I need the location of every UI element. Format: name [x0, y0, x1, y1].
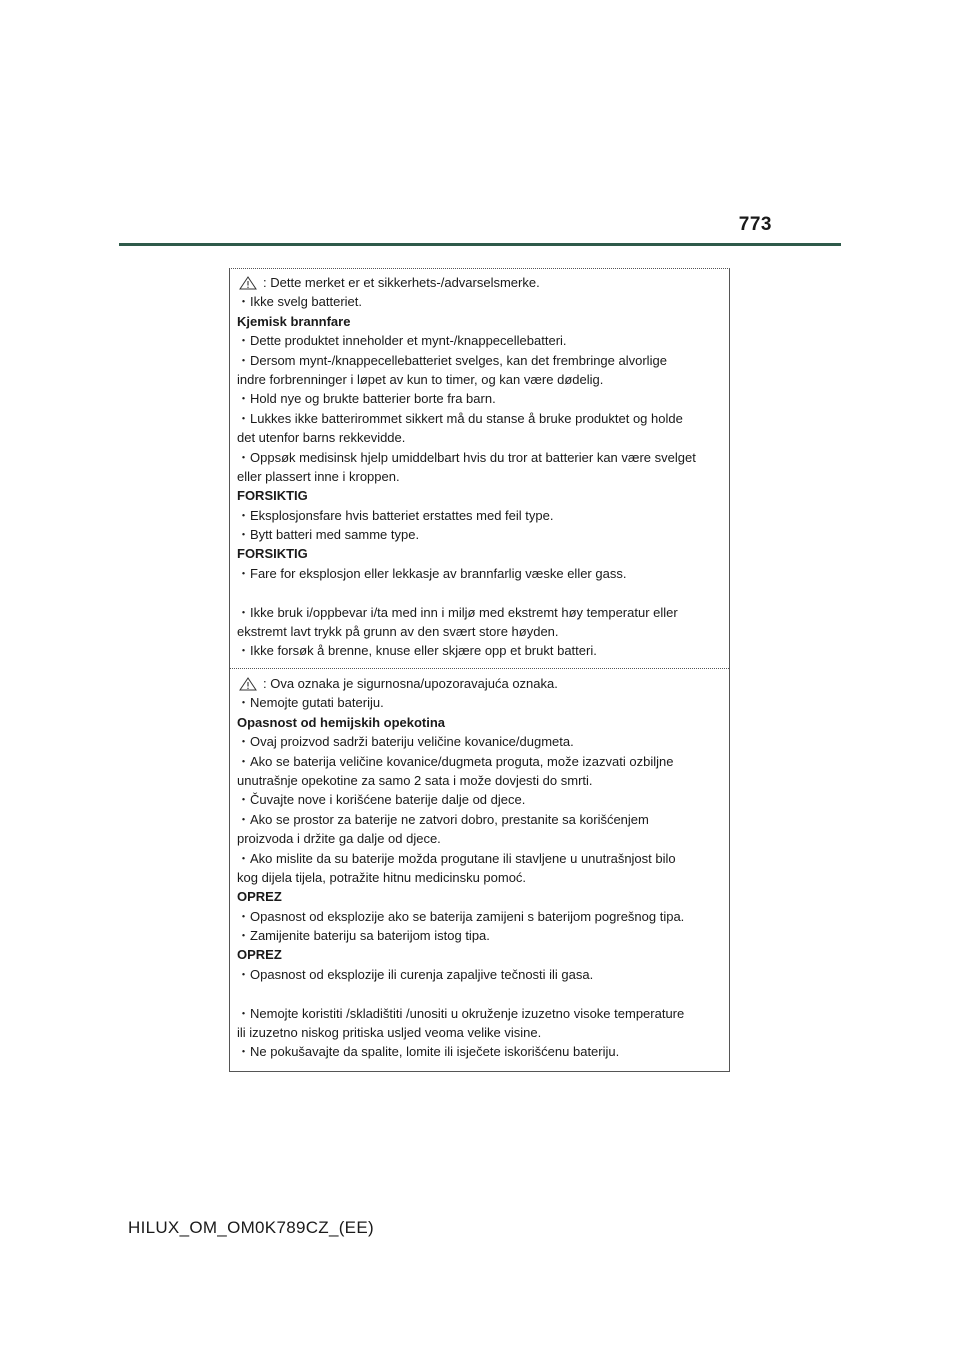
notice-line: kog dijela tijela, potražite hitnu medicinsku pomoć. [237, 869, 527, 885]
notice-line: ・Ikke svelg batteriet. [237, 294, 362, 310]
notice-line: ・Bytt batteri med samme type. [237, 527, 420, 543]
notice-line: ・Ne pokušavajte da spalite, lomite ili isječete iskorišćenu bateriju. [237, 1044, 620, 1060]
notice-line: ili izuzetno niskog pritiska usljed veoma velike visine. [237, 1025, 542, 1041]
notice-heading: Kjemisk brannfare [237, 313, 351, 329]
notice-line: ・Ikke bruk i/oppbevar i/ta med inn i miljø med ekstremt høy temperatur eller [237, 604, 678, 620]
notice-line: ・Dette produktet inneholder et mynt-/knappecellebatteri. [237, 333, 567, 349]
notice-heading: FORSIKTIG [237, 546, 308, 562]
notice-line: det utenfor barns rekkevidde. [237, 430, 406, 446]
warning-symbol-text: : Ova oznaka je sigurnosna/upozoravajuća oznaka. [263, 676, 558, 691]
notice-line: ・Nemojte koristiti /skladištiti /unositi u okruženje izuzetno visoke temperature [237, 1005, 685, 1021]
page-number: 773 [738, 214, 772, 235]
warning-symbol-line [237, 273, 723, 292]
notice-line: eller plassert inne i kroppen. [237, 468, 400, 484]
section-divider [230, 668, 729, 669]
notice-line: ・Opasnost od eksplozije ako se baterija zamijeni s baterijom pogrešnog tipa. [237, 908, 685, 924]
warning-symbol-line [237, 674, 723, 693]
warning-triangle-icon [239, 276, 257, 290]
notice-line: ・Ako se prostor za baterije ne zatvori dobro, prestanite sa korišćenjem [237, 811, 649, 827]
notice-line: ・Hold nye og brukte batterier borte fra barn. [237, 391, 496, 407]
notice-heading: FORSIKTIG [237, 488, 308, 504]
header-rule [119, 243, 841, 246]
notice-section-norwegian [237, 273, 723, 661]
notice-line: ・Nemojte gutati bateriju. [237, 695, 384, 711]
notice-heading: OPREZ [237, 889, 282, 905]
notice-line: ・Lukkes ikke batterirommet sikkert må du stanse å bruke produktet og holde [237, 410, 683, 426]
notice-line: ・Oppsøk medisinsk hjelp umiddelbart hvis du tror at batterier kan være svelget [237, 449, 696, 465]
notice-line: ・Eksplosjonsfare hvis batteriet erstattes med feil type. [237, 507, 554, 523]
battery-warning-box [229, 268, 730, 1072]
notice-line: proizvoda i držite ga dalje od djece. [237, 831, 441, 847]
notice-line: ・Ako mislite da su baterije možda progutane ili stavljene u unutrašnjost bilo [237, 850, 676, 866]
notice-line: ekstremt lavt trykk på grunn av den svært store høyden. [237, 624, 559, 640]
notice-lines-norwegian [237, 292, 723, 660]
notice-heading: Opasnost od hemijskih opekotina [237, 714, 446, 730]
notice-lines-croatian [237, 693, 723, 1061]
notice-line: unutrašnje opekotine za samo 2 sata i može dovjesti do smrti. [237, 772, 593, 788]
warning-symbol-text: : Dette merket er et sikkerhets-/advarselsmerke. [263, 275, 540, 290]
notice-line: ・Zamijenite bateriju sa baterijom istog tipa. [237, 928, 490, 944]
blank-line [237, 984, 723, 1003]
notice-line: indre forbrenninger i løpet av kun to timer, og kan være dødelig. [237, 371, 604, 387]
notice-section-croatian [237, 674, 723, 1062]
notice-line: ・Ikke forsøk å brenne, knuse eller skjære opp et brukt batteri. [237, 643, 597, 659]
blank-line [237, 583, 723, 602]
notice-line: ・Fare for eksplosjon eller lekkasje av brannfarlig væske eller gass. [237, 565, 627, 581]
notice-line: ・Ovaj proizvod sadrži bateriju veličine kovanice/dugmeta. [237, 734, 574, 750]
notice-heading: OPREZ [237, 947, 282, 963]
document-code: HILUX_OM_OM0K789CZ_(EE) [128, 1218, 374, 1237]
warning-triangle-icon [239, 677, 257, 691]
notice-line: ・Ako se baterija veličine kovanice/dugmeta proguta, može izazvati ozbiljne [237, 753, 674, 769]
notice-line: ・Čuvajte nove i korišćene baterije dalje od djece. [237, 792, 526, 808]
notice-line: ・Dersom mynt-/knappecellebatteriet svelges, kan det frembringe alvorlige [237, 352, 667, 368]
notice-line: ・Opasnost od eksplozije ili curenja zapaljive tečnosti ili gasa. [237, 966, 594, 982]
